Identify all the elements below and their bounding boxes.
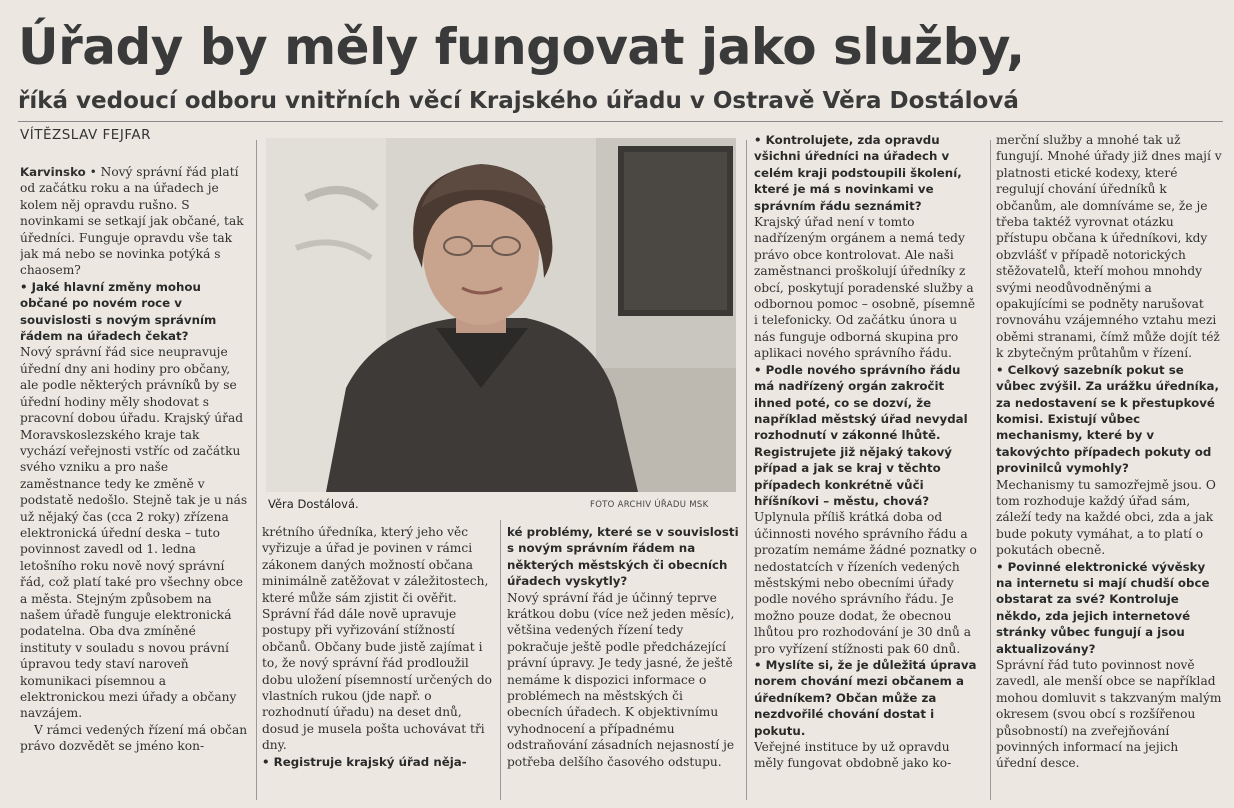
column-1 — [20, 164, 248, 784]
answer-4: Uplynula příliš krátká doba od účinnosti nového správního řádu a prozatím nemáme žádné poznatky o nedostatcích v řízeních vedených městskými nebo obecními úřady podle nového správního řádu. Je možno pouze dodat, že obecnou lhůtou pro rozhodování je 30 dnů a pro vyřízení stížnosti pak 60 dnů. — [754, 510, 977, 656]
photo-credit: FOTO ARCHIV ÚŘADU MSK — [590, 500, 709, 510]
portrait-photo — [266, 138, 736, 492]
answer-7: Správní řád tuto povinnost nově zavedl, ale menší obce se například mohou domluvit s takzvaným malým okresem (svou obcí s rozšířenou působností) na zveřejňování povinných informací na jejich úřední desce. — [996, 658, 1222, 771]
column-5 — [996, 132, 1222, 804]
answer-5-end: merční služby a mnohé tak už fungují. Mnohé úřady již dnes mají v platnosti etické kodexy, které regulují chování úředníků k občanům, ale domníváme se, že je třeba taktéž vyrovnat otázku přístupu občana k úředníkovi, kdy obzvlášť v případě notorických stěžovatelů, kteří mohou mnohdy svými neodůvodněnými a opakujícími se podněty narušovat rovnováhu vzájemného vztahu mezi oběmi stranami, čímž může dojít též k zbytečným průtahům v řízení. — [996, 133, 1222, 361]
question-2-start: • Registruje krajský úřad něja- — [262, 754, 467, 769]
headline: Úřady by měly fungovat jako služby, — [18, 18, 1025, 76]
answer-1-end: krétního úředníka, který jeho věc vyřizuje a úřad je povinen v rámci zákonem daných možností občana minimálně zatěžovat v záležitostech, které může sám zjistit či ověřit. Správní řád dále nově upravuje postupy při vyřizování stížností občanů. Občany bude jistě zajímat i to, že nový správní řád prodloužil dobu uložení písemností určených do vlastních rukou (jde např. o rozhodnutí úřadu) na deset dnů, dosud je musela pošta uchovávat tři dny. — [262, 525, 492, 753]
answer-2: Nový správní řád je účinný teprve krátkou dobu (více než jeden měsíc), většina vedených řízení tedy pokračuje ještě podle předcházející právní úpravy. Je tedy jasné, že ještě nemáme k dispozici informace o problémech na městských či obecních úřadech. K objektivnímu vyhodnocení a případnému odstraňování zásadních nejasností je potřeba delšího časového odstupu. — [507, 590, 735, 769]
intro-paragraph: Karvinsko • Nový správní řád platí od začátku roku a na úřadech je kolem něj opravdu rušno. S novinkami se setkají jak občané, tak úředníci. Funguje opravdu vše tak jak má nebo se novinka potýká s chaosem? — [20, 165, 244, 278]
column-divider-3 — [746, 140, 747, 800]
column-3 — [507, 524, 739, 804]
question-3: • Kontrolujete, zda opravdu všichni úředníci na úřadech v celém kraji podstoupili školení, které je má s novinkami ve správním řádu seznámit? — [754, 133, 962, 213]
dateline: Karvinsko — [20, 165, 86, 179]
question-5: • Myslíte si, že je důležitá úprava norem chování mezi občanem a úředníkem? Občan může za nezdvořilé chování dostat i pokutu. — [754, 658, 977, 738]
question-1: • Jaké hlavní změny mohou občané po novém roce v souvislosti s novým správním řádem na úřadech čekat? — [20, 279, 217, 344]
column-divider-2 — [500, 520, 501, 800]
portrait-illustration — [266, 138, 736, 492]
column-divider-1 — [256, 140, 257, 800]
answer-1: Nový správní řád sice neupravuje úřední dny ani hodiny pro občany, ale podle některých právníků by se úřední hodiny měly shodovat s pracovní dobou úřadu. Krajský úřad Moravskoslezského kraje tak vychází veřejnosti vstříc od začátku svého vzniku a pro naše zaměstnance tedy ke změně v podstatě nedošlo. Stejně tak je u nás už nějaký čas (cca 2 roky) zřízena elektronická úřední deska – tuto povinnost zavedl od 1. ledna letošního roku nově nový správní řád, což platí také pro všechny obce a města. Stejným způsobem na našem úřadě funguje elektronická podatelna. Oba dva zmíněné instituty v souladu s novou právní úpravou tedy staví naroveň komunikaci písemnou a elektronickou mezi úřady a občany navzájem. — [20, 345, 248, 721]
answer-6: Mechanismy tu samozřejmě jsou. O tom rozhoduje každý úřad sám, záleží tedy na každé obci, zda a jak bude pokuty vymáhat, a to platí o pokutách obecně. — [996, 477, 1216, 558]
intro-text: Nový správní řád platí od začátku roku a na úřadech je kolem něj opravdu rušno. S novinkami se setkají jak občané, tak úředníci. Funguje opravdu vše tak jak má nebo se novinka potýká s chaosem? — [20, 165, 244, 278]
answer-1-continued: V rámci vedených řízení má občan právo dozvědět se jméno kon- — [20, 722, 248, 754]
column-divider-4 — [990, 140, 991, 800]
answer-3: Krajský úřad není v tomto nadřízeným orgánem a nemá tedy právo obce kontrolovat. Ale naši zaměstnanci proškolují úředníky z obcí, poskytují poradenské služby a odbornou pomoc – osobně, písemně i telefonicky. Od začátku února u nás funguje odborná skupina pro aplikaci nového správního řádu. — [754, 215, 976, 361]
question-2-end: ké problémy, které se v souvislosti s novým správním řádem na některých městských či obecních úřadech vyskytly? — [507, 525, 739, 589]
answer-5-start: Veřejné instituce by už opravdu měly fungovat obdobně jako ko- — [754, 740, 952, 771]
question-6: • Celkový sazebník pokut se vůbec zvýšil. Za urážku úředníka, za nedostavení se k přestupkové komisi. Existují vůbec mechanismy, které by v takovýchto případech pokuty od provinilců vymohly? — [996, 362, 1219, 476]
column-2 — [262, 524, 494, 804]
column-4 — [754, 132, 982, 804]
byline: VÍTĚZSLAV FEJFAR — [20, 127, 151, 143]
photo-caption: Věra Dostálová. — [268, 497, 359, 511]
top-rule — [18, 121, 1223, 122]
question-7: • Povinné elektronické vývěsky na internetu si mají chudší obce obstarat za své? Kontroluje někdo, zda jejich internetové stránky vůbec fungují a jsou aktualizovány? — [996, 559, 1210, 656]
question-4: • Podle nového správního řádu má nadřízený orgán zakročit ihned poté, co se dozví, že například městský úřad nevydal rozhodnutí v zákonné lhůtě. Registrujete již nějaký takový případ a jak se kraj v těchto případech konkrétně vůči hříšníkovi – městu, chová? — [754, 362, 968, 508]
subheadline: říká vedoucí odboru vnitřních věcí Krajského úřadu v Ostravě Věra Dostálová — [18, 88, 1019, 114]
